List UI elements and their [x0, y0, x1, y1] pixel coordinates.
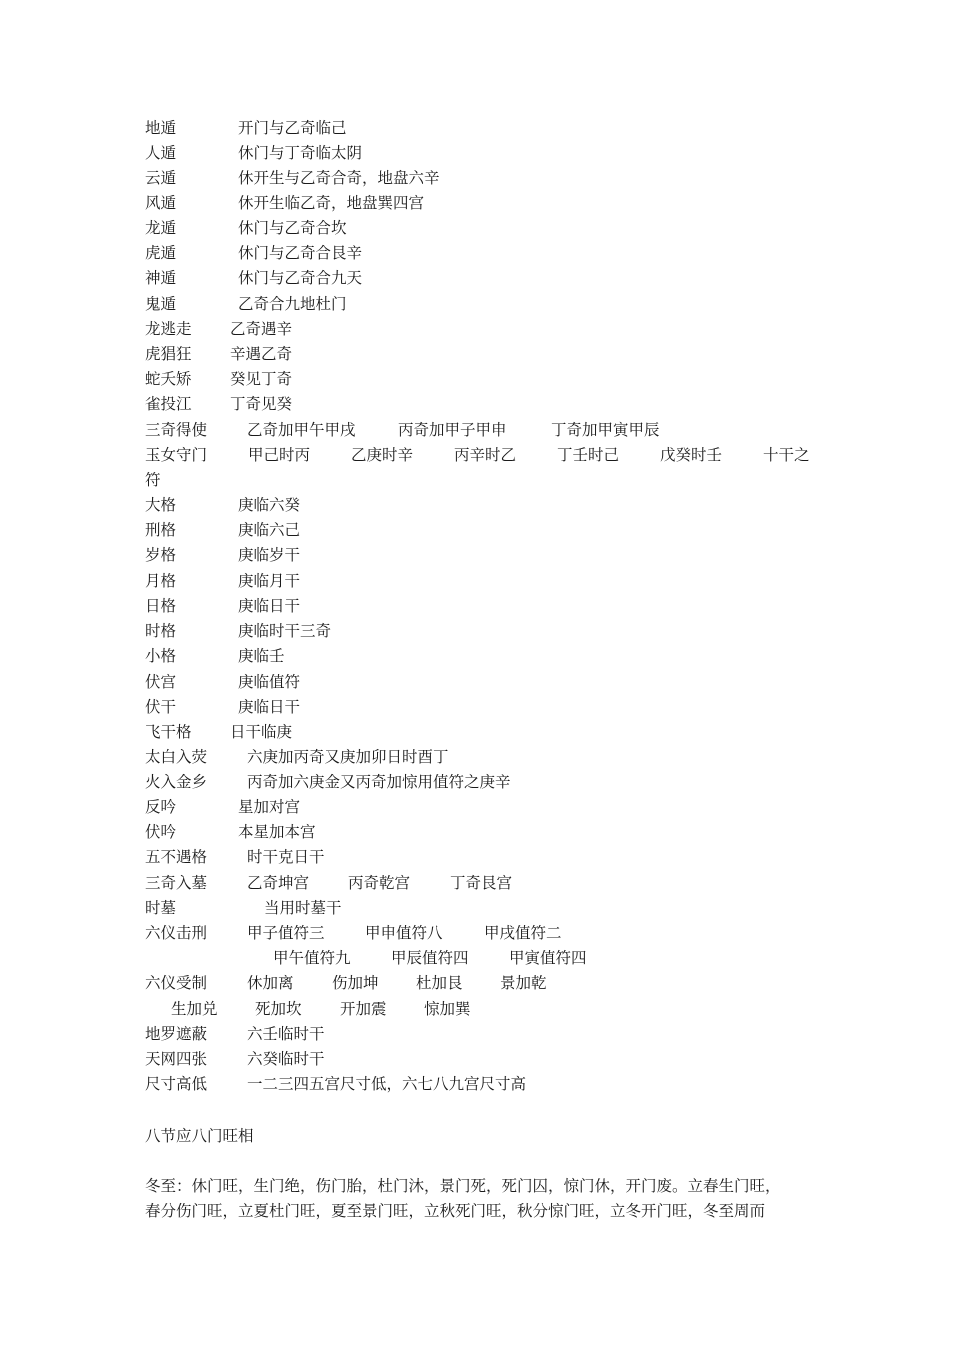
row-name: 大格: [145, 496, 177, 514]
row-item: 丙奇加甲子甲申: [398, 421, 507, 439]
row-item: 生加兑: [171, 1000, 218, 1018]
row-item: 甲寅值符四: [509, 949, 587, 967]
row-name: 云遁: [145, 169, 177, 187]
row-item: 景加乾: [500, 974, 547, 992]
row-item: 甲辰值符四: [391, 949, 469, 967]
row-item: 死加坎: [255, 1000, 302, 1018]
row-content: 庚临日干: [238, 698, 301, 716]
row-content: 庚临六癸: [238, 496, 301, 514]
row-content: 庚临值符: [238, 673, 301, 691]
row-name: 地罗遮蔽: [145, 1025, 208, 1043]
row-content: 休开生与乙奇合奇，地盘六辛: [238, 169, 440, 187]
row-item: 甲午值符九: [273, 949, 351, 967]
row-content: 休开生临乙奇，地盘巽四宫: [238, 194, 425, 212]
row-wrap: 符: [145, 471, 161, 489]
row-name: 人遁: [145, 144, 177, 162]
row-name: 雀投江: [145, 395, 192, 413]
row-name: 时格: [145, 622, 177, 640]
row-name: 龙逃走: [145, 320, 192, 338]
row-content: 乙奇遇辛: [230, 320, 293, 338]
row-item: 乙奇加甲午甲戌: [247, 421, 356, 439]
row-content: 休门与丁奇临太阴: [238, 144, 363, 162]
row-item: 丁奇加甲寅甲辰: [551, 421, 660, 439]
row-content: 庚临月干: [238, 572, 301, 590]
row-content: 丙奇加六庚金又丙奇加惊用值符之庚辛: [247, 773, 511, 791]
row-item: 伤加坤: [332, 974, 379, 992]
row-item: 丙奇乾宫: [348, 874, 411, 892]
row-name: 小格: [145, 647, 177, 665]
row-content: 休门与乙奇合坎: [238, 219, 347, 237]
paragraph-line: 冬至：休门旺，生门绝，伤门胎，杜门沐，景门死，死门囚，惊门休，开门废。立春生门旺，: [145, 1177, 781, 1195]
row-content: 辛遇乙奇: [230, 345, 293, 363]
row-name: 飞干格: [145, 723, 192, 741]
row-name: 时墓: [145, 899, 177, 917]
row-name: 伏干: [145, 698, 177, 716]
row-name: 虎遁: [145, 244, 177, 262]
row-content: 开门与乙奇临己: [238, 119, 347, 137]
row-name: 月格: [145, 572, 177, 590]
row-name: 三奇得使: [145, 421, 208, 439]
row-name: 天网四张: [145, 1050, 208, 1068]
row-item: 开加震: [340, 1000, 387, 1018]
row-item: 丁奇艮宫: [450, 874, 513, 892]
row-name: 蛇夭矫: [145, 370, 192, 388]
row-name: 太白入荧: [145, 748, 208, 766]
row-item: 甲己时丙: [248, 446, 311, 464]
row-name: 龙遁: [145, 219, 177, 237]
row-item: 惊加巽: [424, 1000, 471, 1018]
row-item: 甲申值符八: [365, 924, 443, 942]
row-item: 丁壬时己: [557, 446, 620, 464]
row-name: 刑格: [145, 521, 177, 539]
row-content: 庚临时干三奇: [238, 622, 332, 640]
section-heading: 八节应八门旺相: [145, 1127, 254, 1145]
row-name: 虎猖狂: [145, 345, 192, 363]
row-name: 伏吟: [145, 823, 177, 841]
row-name: 神遁: [145, 269, 177, 287]
row-content: 星加对宫: [238, 798, 301, 816]
row-name: 玉女守门: [145, 446, 208, 464]
row-name: 六仪受制: [145, 974, 208, 992]
row-content: 时干克日干: [247, 848, 325, 866]
row-name: 日格: [145, 597, 177, 615]
row-content: 六癸临时干: [247, 1050, 325, 1068]
row-item: 甲子值符三: [247, 924, 325, 942]
row-content: 六壬临时干: [247, 1025, 325, 1043]
row-content: 癸见丁奇: [230, 370, 293, 388]
row-name: 五不遇格: [145, 848, 208, 866]
row-content: 六庚加丙奇又庚加卯日时酉丁: [247, 748, 449, 766]
row-content: 丁奇见癸: [230, 395, 293, 413]
row-content: 庚临壬: [238, 647, 285, 665]
row-name: 地遁: [145, 119, 177, 137]
row-item: 休加离: [247, 974, 294, 992]
row-content: 本星加本宫: [238, 823, 316, 841]
row-name: 三奇入墓: [145, 874, 208, 892]
row-item: 乙庚时辛: [351, 446, 414, 464]
row-name: 伏宫: [145, 673, 177, 691]
row-item: 杜加艮: [416, 974, 463, 992]
row-name: 风遁: [145, 194, 177, 212]
row-content: 乙奇合九地杜门: [238, 295, 347, 313]
row-name: 鬼遁: [145, 295, 177, 313]
row-item: 丙辛时乙: [454, 446, 517, 464]
row-content: 庚临日干: [238, 597, 301, 615]
row-item: 十干之: [763, 446, 810, 464]
row-content: 当用时墓干: [264, 899, 342, 917]
row-item: 戊癸时壬: [660, 446, 723, 464]
row-name: 火入金乡: [145, 773, 208, 791]
row-content: 一二三四五宫尺寸低，六七八九宫尺寸高: [247, 1075, 527, 1093]
row-name: 反吟: [145, 798, 177, 816]
row-content: 休门与乙奇合艮辛: [238, 244, 363, 262]
row-content: 休门与乙奇合九天: [238, 269, 363, 287]
row-name: 岁格: [145, 546, 177, 564]
row-content: 庚临岁干: [238, 546, 301, 564]
row-item: 乙奇坤宫: [247, 874, 310, 892]
row-name: 六仪击刑: [145, 924, 208, 942]
row-item: 甲戌值符二: [484, 924, 562, 942]
row-content: 庚临六己: [238, 521, 301, 539]
paragraph-line: 春分伤门旺，立夏杜门旺，夏至景门旺，立秋死门旺，秋分惊门旺，立冬开门旺，冬至周而: [145, 1202, 766, 1220]
row-name: 尺寸高低: [145, 1075, 208, 1093]
row-content: 日干临庚: [230, 723, 293, 741]
